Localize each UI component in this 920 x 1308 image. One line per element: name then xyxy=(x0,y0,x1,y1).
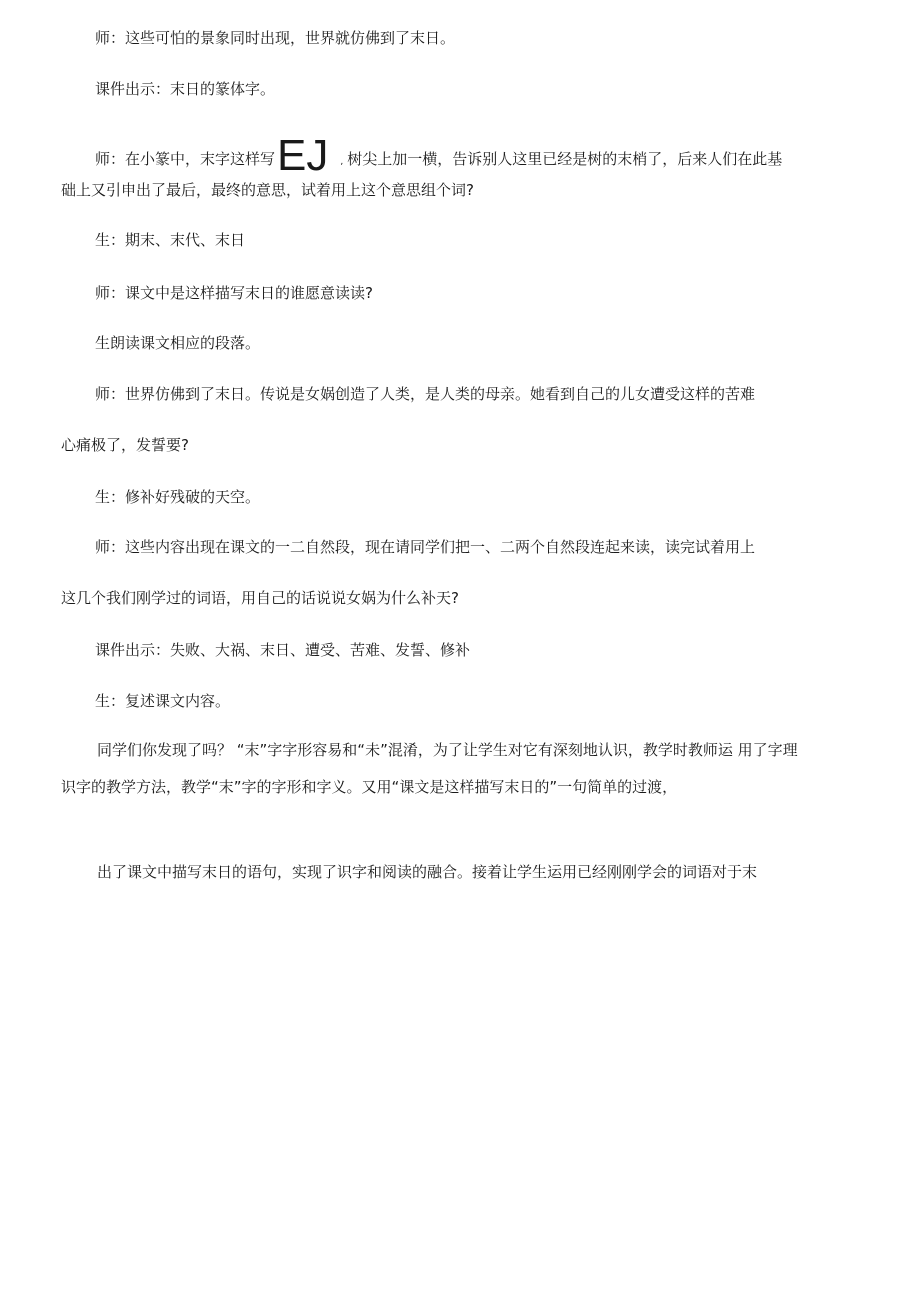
paragraph-line-15: 同学们你发现了吗？ “末”字字形容易和“未”混淆，为了让学生对它有深刻地认识，教学时教师运 用了字理 xyxy=(97,741,798,759)
paragraph-line-2: 课件出示：末日的篆体字。 xyxy=(95,80,276,98)
line-3-comma: , xyxy=(340,157,344,167)
paragraph-line-17: 出了课文中描写末日的语句，实现了识字和阅读的融合。接着让学生运用已经刚刚学会的词语对于末 xyxy=(97,863,758,881)
paragraph-line-8: 师：世界仿佛到了末日。传说是女娲创造了人类，是人类的母亲。她看到自己的儿女遭受这样的苦难 xyxy=(95,385,756,403)
paragraph-line-16: 识字的教学方法，教学“末”字的字形和字义。又用“课文是这样描写末日的”一句简单的过渡， xyxy=(61,778,678,796)
paragraph-line-3 xyxy=(95,131,783,180)
paragraph-line-9: 心痛极了，发誓要? xyxy=(61,436,189,454)
paragraph-line-1: 师：这些可怕的景象同时出现，世界就仿佛到了末日。 xyxy=(95,29,456,47)
paragraph-line-10: 生：修补好残破的天空。 xyxy=(95,488,261,506)
seal-script-glyph: EJ xyxy=(277,131,329,180)
paragraph-line-5: 生：期末、末代、末日 xyxy=(95,231,246,249)
paragraph-line-7: 生朗读课文相应的段落。 xyxy=(95,334,261,352)
paragraph-line-4: 础上又引申出了最后，最终的意思，试着用上这个意思组个词? xyxy=(61,181,474,199)
line-3-after: 树尖上加一横，告诉别人这里已经是树的末梢了，后来人们在此基 xyxy=(347,150,783,168)
line-3-before: 师：在小篆中，末字这样写 xyxy=(95,150,276,168)
paragraph-line-13: 课件出示：失败、大祸、末日、遭受、苦难、发誓、修补 xyxy=(95,641,471,659)
paragraph-line-6: 师：课文中是这样描写末日的谁愿意读读? xyxy=(95,284,373,302)
paragraph-line-12: 这几个我们刚学过的词语，用自己的话说说女娲为什么补天? xyxy=(61,589,459,607)
paragraph-line-11: 师：这些内容出现在课文的一二自然段，现在请同学们把一、二两个自然段连起来读，读完试着用上 xyxy=(95,538,756,556)
paragraph-line-14: 生：复述课文内容。 xyxy=(95,692,231,710)
